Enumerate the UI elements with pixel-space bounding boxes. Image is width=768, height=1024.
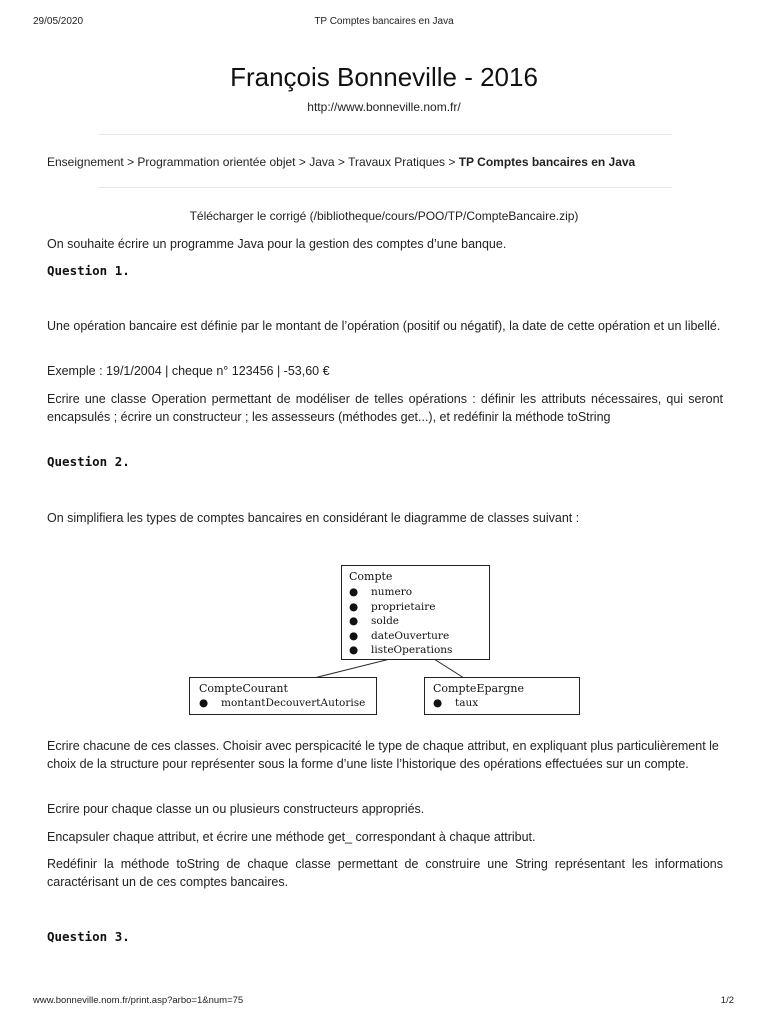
- class-compte-courant-name: CompteCourant: [199, 682, 288, 695]
- print-page-number: 1/2: [720, 995, 734, 1006]
- class-compte-name: Compte: [349, 570, 393, 583]
- attribute-date-ouverture: [349, 630, 449, 642]
- breadcrumb-item-enseignement[interactable]: Enseignement: [47, 155, 124, 169]
- breadcrumb-separator: >: [448, 155, 456, 169]
- site-title: François Bonneville - 2016: [230, 62, 538, 92]
- divider-bottom: [98, 187, 672, 188]
- q1-example: Exemple : 19/1/2004 | cheque n° 123456 | -53,60 €: [47, 364, 330, 378]
- link-compte-epargne: [434, 659, 464, 678]
- breadcrumb-separator: >: [127, 155, 135, 169]
- link-compte-courant: [314, 659, 390, 678]
- breadcrumb: [47, 155, 635, 169]
- breadcrumb-item-tp[interactable]: Travaux Pratiques: [348, 155, 445, 169]
- site-url[interactable]: http://www.bonneville.nom.fr/: [307, 100, 461, 114]
- attribute-label: dateOuverture: [371, 630, 450, 642]
- breadcrumb-separator: >: [337, 155, 345, 169]
- attribute-label: numero: [371, 586, 413, 598]
- attribute-label: proprietaire: [371, 601, 436, 613]
- download-link[interactable]: Télécharger le corrigé (/bibliotheque/cours/POO/TP/CompteBancaire.zip): [189, 209, 579, 223]
- breadcrumb-separator: >: [298, 155, 306, 169]
- breadcrumb-item-java[interactable]: Java: [309, 155, 335, 169]
- breadcrumb-item-poo[interactable]: Programmation orientée objet: [137, 155, 296, 169]
- bullet-icon: ●: [349, 601, 359, 613]
- attribute-label: taux: [455, 697, 479, 709]
- q2-paragraph-2: Ecrire pour chaque classe un ou plusieurs constructeurs appropriés.: [47, 802, 425, 816]
- attribute-label: solde: [371, 615, 400, 627]
- class-compte: [341, 565, 490, 660]
- intro-text: On souhaite écrire un programme Java pour la gestion des comptes d’une banque.: [47, 237, 507, 251]
- bullet-icon: ●: [349, 630, 359, 642]
- attribute-numero: [349, 586, 412, 598]
- q2-text: On simplifiera les types de comptes bancaires en considérant le diagramme de classes suivant :: [47, 511, 580, 525]
- attribute-taux: [433, 697, 478, 709]
- q1-text: Une opération bancaire est définie par le montant de l’opération (positif ou négatif), la date de cette opération et un libellé.: [47, 319, 721, 333]
- attribute-label: listeOperations: [371, 644, 453, 656]
- attribute-label: montantDecouvertAutorise: [221, 697, 366, 709]
- q2-paragraph-3: Encapsuler chaque attribut, et écrire une méthode get_ correspondant à chaque attribut.: [47, 830, 536, 844]
- attribute-liste-operations: [349, 644, 452, 656]
- attribute-proprietaire: [349, 601, 435, 613]
- q2-paragraph-4: Redéfinir la méthode toString de chaque classe permettant de construire une String représentant les informations caractérisant un de ces comptes bancaires.: [47, 857, 723, 889]
- question-2-heading: Question 2.: [47, 454, 130, 469]
- bullet-icon: ●: [349, 586, 359, 598]
- breadcrumb-current: TP Comptes bancaires en Java: [458, 155, 636, 169]
- q1-task: Ecrire une classe Operation permettant de modéliser de telles opérations : définir les attributs nécessaires, qui seront encapsulés ; écrire un constructeur ; les assesseurs (méthodes get...), et redéfinir la méthode toString: [47, 392, 723, 424]
- class-diagram: [0, 560, 768, 735]
- question-1-heading: Question 1.: [47, 263, 130, 278]
- class-compte-epargne-name: CompteEpargne: [433, 682, 524, 695]
- bullet-icon: ●: [349, 615, 359, 627]
- bullet-icon: ●: [433, 697, 443, 709]
- class-compte-courant: [189, 677, 377, 715]
- attribute-solde: [349, 615, 399, 627]
- bullet-icon: ●: [349, 644, 359, 656]
- divider-top: [98, 134, 672, 135]
- attribute-montant-decouvert: [199, 697, 365, 709]
- class-compte-epargne: [424, 677, 580, 715]
- print-footer-url: www.bonneville.nom.fr/print.asp?arbo=1&num=75: [33, 995, 244, 1006]
- print-title: TP Comptes bancaires en Java: [314, 16, 454, 27]
- question-3-heading: Question 3.: [47, 929, 130, 944]
- bullet-icon: ●: [199, 697, 209, 709]
- print-date: 29/05/2020: [33, 16, 84, 27]
- q2-paragraph-1: Ecrire chacune de ces classes. Choisir avec perspicacité le type de chaque attribut, en expliquant plus particulièrement le choix de la structure pour représenter sous la forme d’une liste l’historique des opérations effectuées sur un compte.: [47, 739, 719, 771]
